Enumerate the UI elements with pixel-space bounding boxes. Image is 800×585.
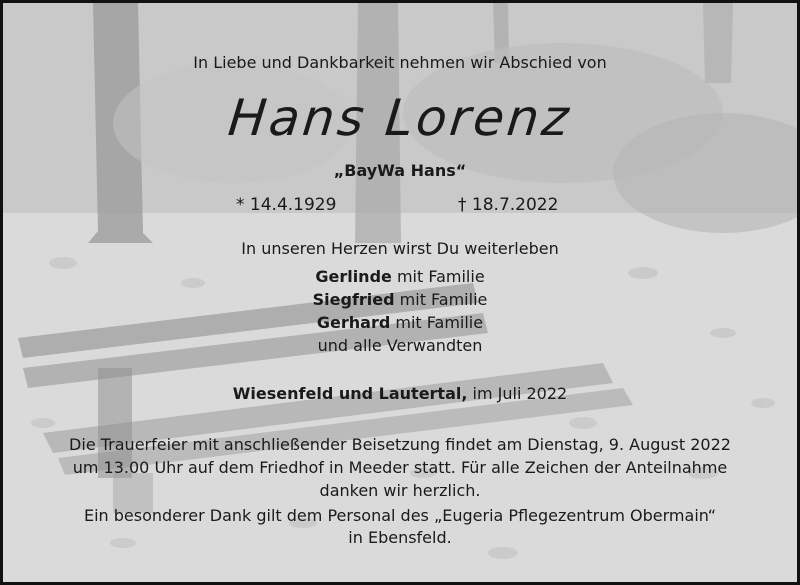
place-date-line: [3, 384, 797, 403]
family-entry: [3, 311, 797, 334]
place-name: Wiesenfeld und Lautertal,: [232, 384, 468, 403]
thanks-line: in Ebensfeld.: [348, 528, 452, 547]
obituary-text: [3, 3, 797, 582]
family-relatives: und alle Verwandten: [317, 336, 483, 355]
thanks-line: Ein besonderer Dank gilt dem Personal des „Eugeria Pflegezentrum Obermain“: [83, 506, 717, 525]
service-line: um 13.00 Uhr auf dem Friedhof in Meeder statt. Für alle Zeichen der Anteilnahme: [72, 458, 728, 477]
thanks-notice: [3, 505, 797, 549]
heart-line: In unseren Herzen wirst Du weiterleben: [241, 239, 559, 258]
service-notice: [3, 433, 797, 502]
family-name: Siegfried: [312, 290, 395, 309]
family-suffix: mit Familie: [390, 313, 484, 332]
death-date: † 18.7.2022: [458, 195, 559, 215]
intro-line: In Liebe und Dankbarkeit nehmen wir Abschied von: [193, 53, 607, 72]
family-entry: [3, 288, 797, 311]
family-name: Gerlinde: [315, 267, 392, 286]
service-line: danken wir herzlich.: [319, 481, 481, 500]
family-suffix: mit Familie: [394, 290, 488, 309]
family-entry: [3, 265, 797, 288]
place-date: im Juli 2022: [467, 384, 568, 403]
nickname: „BayWa Hans“: [333, 161, 467, 180]
family-name: Gerhard: [316, 313, 391, 332]
birth-date: * 14.4.1929: [236, 195, 337, 215]
service-line: Die Trauerfeier mit anschließender Beisetzung findet am Dienstag, 9. August 2022: [69, 435, 731, 454]
deceased-name: Hans Lorenz: [225, 89, 575, 147]
family-suffix: mit Familie: [391, 267, 485, 286]
